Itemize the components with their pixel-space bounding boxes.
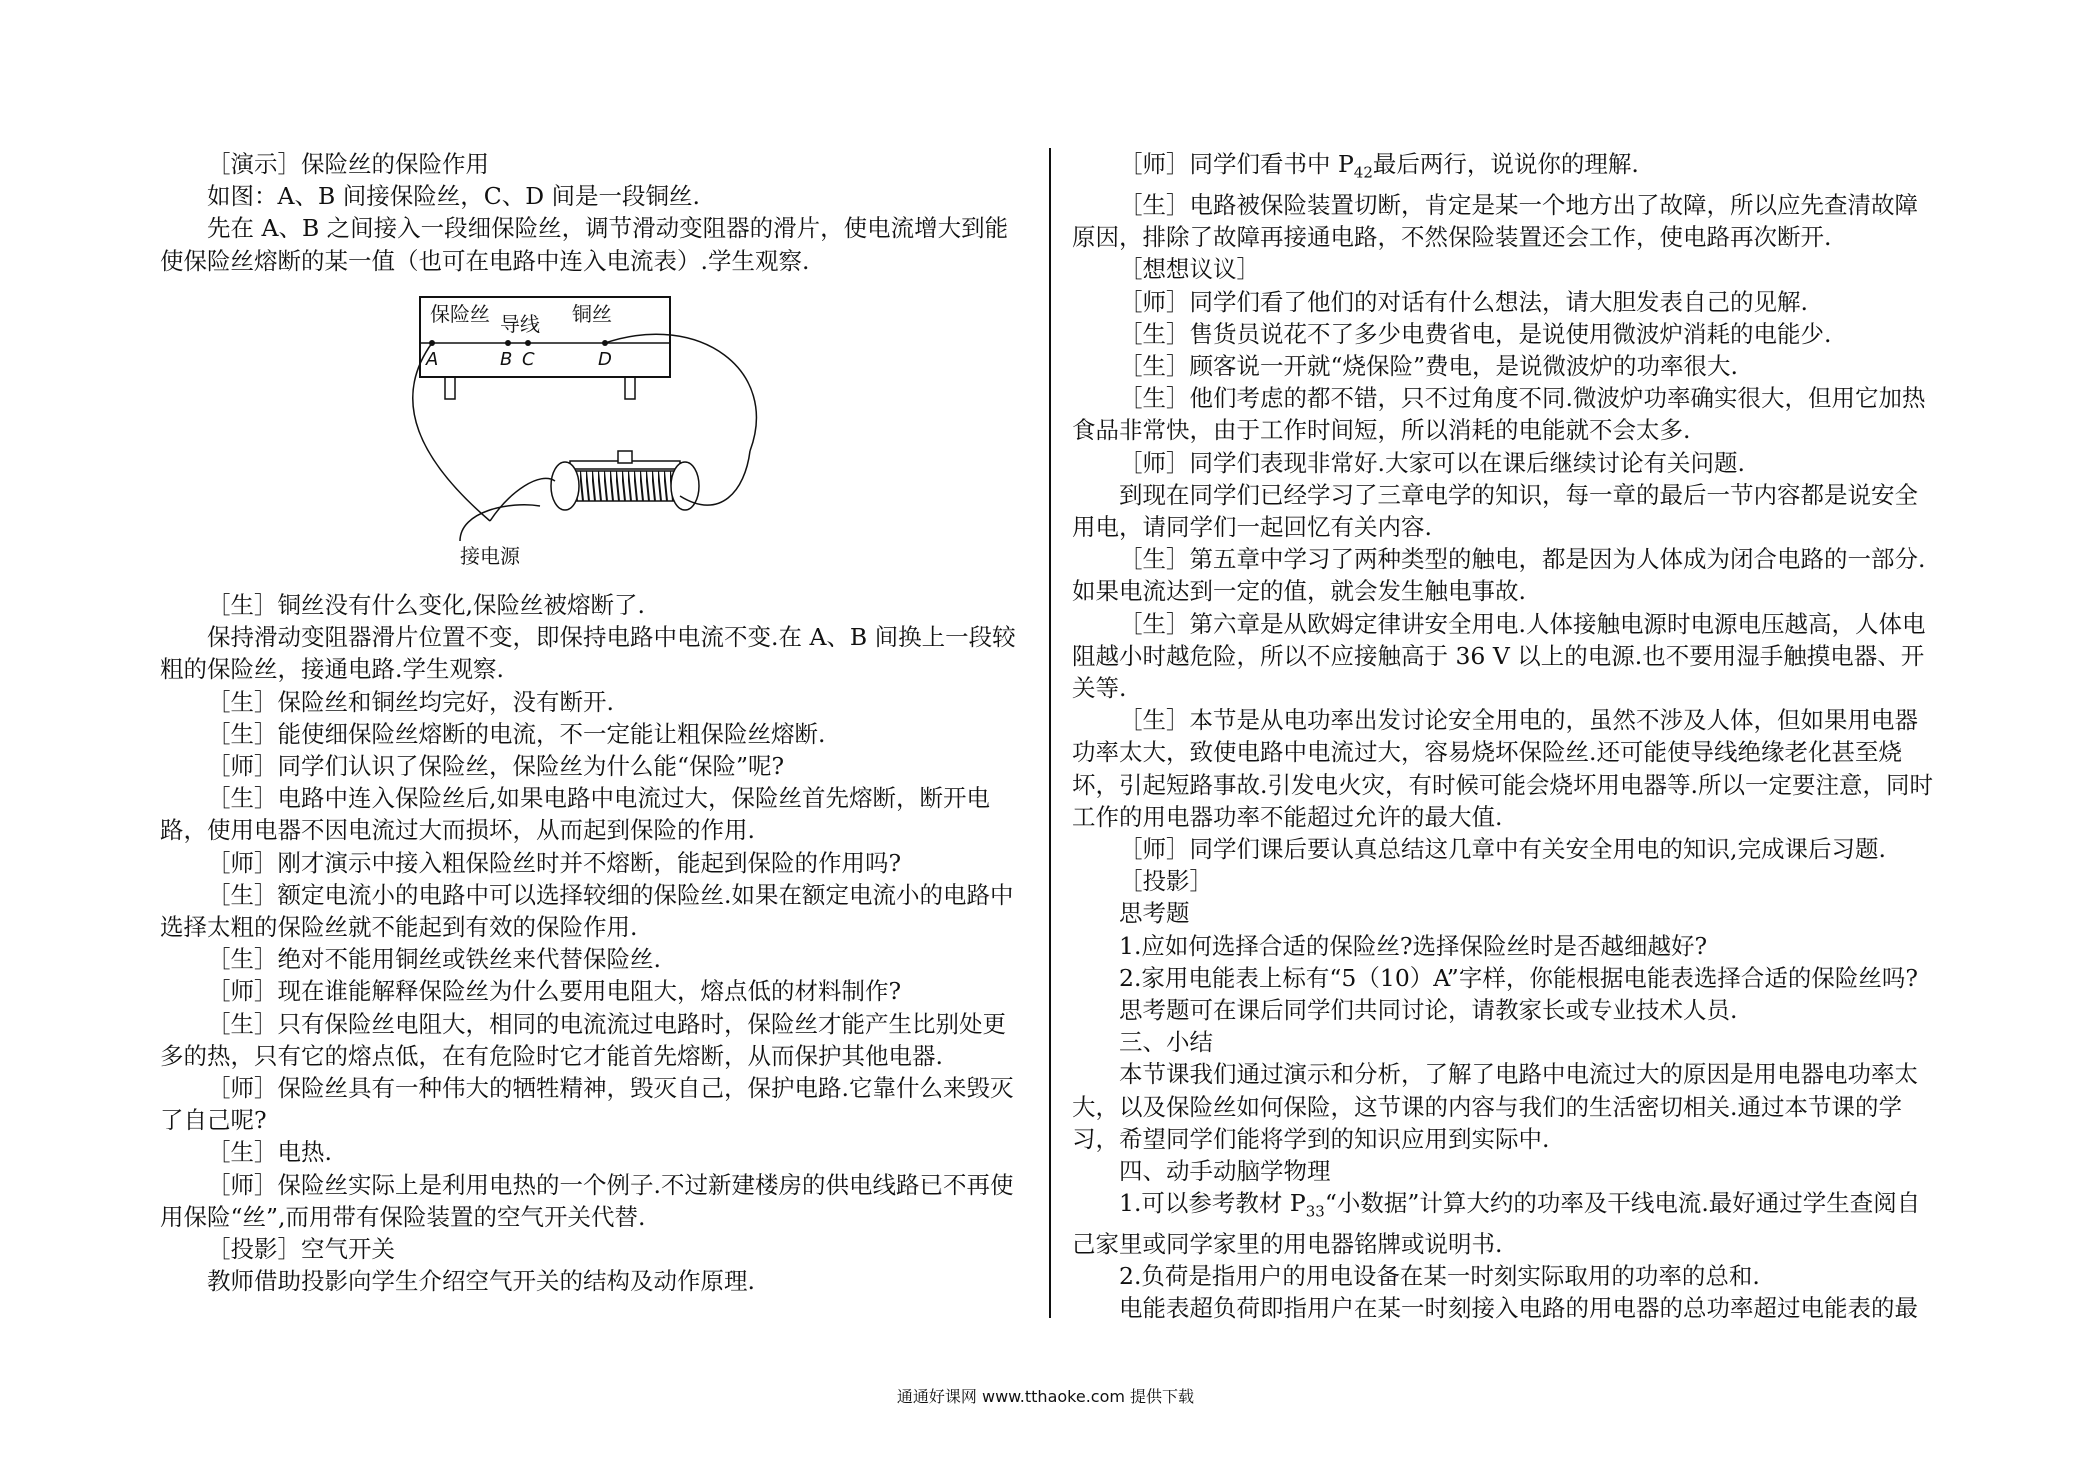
point-c: C bbox=[522, 348, 535, 370]
copper-label: 铜丝 bbox=[572, 301, 612, 326]
paragraph: ［投影］空气开关 bbox=[207, 1235, 395, 1264]
fuse-label: 保险丝 bbox=[430, 301, 490, 326]
paragraph: ［生］能使细保险丝熔断的电流，不一定能让粗保险丝熔断. bbox=[207, 719, 826, 748]
rheostat-coil bbox=[575, 471, 675, 501]
point-a: A bbox=[426, 348, 439, 370]
board-leg bbox=[625, 377, 635, 399]
paragraph: ［师］保险丝实际上是利用电热的一个例子.不过新建楼房的供电线路已不再使用保险“丝”,而用带有保险装置的空气开关代替. bbox=[160, 1170, 1014, 1231]
paragraph: ［生］售货员说花不了多少电费省电，是说使用微波炉消耗的电能少. bbox=[1119, 319, 1832, 348]
paragraph: 2.负荷是指用户的用电设备在某一时刻实际取用的功率的总和. bbox=[1119, 1262, 1760, 1291]
fuse-demo-figure bbox=[400, 291, 840, 571]
paragraph: ［师］同学们看了他们的对话有什么想法，请大胆发表自己的见解. bbox=[1119, 287, 1808, 316]
paragraph: 教师借助投影向学生介绍空气开关的结构及动作原理. bbox=[207, 1267, 755, 1296]
paragraph: ［生］第六章是从欧姆定律讲安全用电.人体接触电源时电源电压越高，人体电阻越小时越危险，所以不应接触高于 36 V 以上的电源.也不要用湿手触摸电器、开关等. bbox=[1072, 609, 1926, 702]
paragraph: ［生］电路被保险装置切断，肯定是某一个地方出了故障，所以应先查清故障原因，排除了故障再接通电路，不然保险装置还会工作，使电路再次断开. bbox=[1072, 190, 1918, 252]
paragraph: ［师］同学们表现非常好.大家可以在课后继续讨论有关问题. bbox=[1119, 448, 1745, 477]
paragraph: 先在 A、B 之间接入一段细保险丝，调节滑动变阻器的滑片，使电流增大到能使保险丝熔断的某一值（也可在电路中连入电流表）.学生观察. bbox=[160, 214, 1009, 275]
paragraph: 到现在同学们已经学习了三章电学的知识，每一章的最后一节内容都是说安全用电，请同学们一起回忆有关内容. bbox=[1072, 480, 1918, 541]
wire-left bbox=[413, 343, 490, 521]
point-d: D bbox=[598, 348, 612, 370]
paragraph: 如图：A、B 间接保险丝，C、D 间是一段铜丝. bbox=[207, 182, 700, 211]
demo-heading: ［演示］保险丝的保险作用 bbox=[207, 150, 489, 178]
paragraph: ［投影］ bbox=[1119, 867, 1213, 896]
paragraph: ［生］顾客说一开就“烧保险”费电，是说微波炉的功率很大. bbox=[1119, 351, 1738, 380]
footer-credit: 通通好课网 www.tthaoke.com 提供下载 bbox=[896, 1387, 1195, 1406]
section-title: 思考题 bbox=[1119, 899, 1190, 928]
paragraph: ［生］额定电流小的电路中可以选择较细的保险丝.如果在额定电流小的电路中选择太粗的保险丝就不能起到有效的保险作用. bbox=[160, 880, 1014, 942]
paragraph: ［师］同学们认识了保险丝，保险丝为什么能“保险”呢? bbox=[207, 752, 785, 781]
section-title: 三、小结 bbox=[1119, 1028, 1213, 1057]
paragraph: ［师］刚才演示中接入粗保险丝时并不熔断，能起到保险的作用吗? bbox=[207, 848, 902, 877]
rheostat-slider bbox=[618, 451, 632, 463]
paragraph: ［生］铜丝没有什么变化,保险丝被熔断了. bbox=[207, 591, 645, 620]
question: 2.家用电能表上标有“5（10）A”字样，你能根据电能表选择合适的保险丝吗? bbox=[1119, 963, 1918, 992]
paragraph: ［生］第五章中学习了两种类型的触电，都是因为人体成为闭合电路的一部分.如果电流达到一定的值，就会发生触电事故. bbox=[1072, 545, 1926, 606]
paragraph: 本节课我们通过演示和分析，了解了电路中电流过大的原因是用电器电功率太大，以及保险丝如何保险，这节课的内容与我们的生活密切相关.通过本节课的学习，希望同学们能将学到的知识应用到实际中. bbox=[1072, 1060, 1918, 1153]
paragraph: 思考题可在课后同学们共同讨论，请教家长或专业技术人员. bbox=[1119, 995, 1738, 1024]
paragraph: ［生］本节是从电功率出发讨论安全用电的，虽然不涉及人体，但如果用电器功率太大，致使电路中电流过大，容易烧坏保险丝.还可能使导线绝缘老化甚至烧坏，引起短路事故.引发电火灾，有时候可能会烧坏用电器等.所以一定要注意，同时工作的用电器功率不能超过允许的最大值. bbox=[1072, 706, 1933, 831]
rheostat-end bbox=[551, 462, 579, 510]
board-leg bbox=[445, 377, 455, 399]
paragraph: ［生］电热. bbox=[207, 1138, 332, 1167]
paragraph: 保持滑动变阻器滑片位置不变，即保持电路中电流不变.在 A、B 间换上一段较粗的保险丝，接通电路.学生观察. bbox=[160, 623, 1016, 684]
paragraph: ［师］同学们看书中 $P_{42}$最后两行，说说你的理解. bbox=[1119, 150, 1639, 182]
point-b: B bbox=[500, 348, 513, 370]
paragraph: ［师］同学们课后要认真总结这几章中有关安全用电的知识,完成课后习题. bbox=[1119, 834, 1886, 863]
wire-right bbox=[605, 334, 756, 451]
paragraph: ［生］保险丝和铜丝均完好，没有断开. bbox=[207, 687, 614, 716]
paragraph: ［生］他们考虑的都不错，只不过角度不同.微波炉功率确实很大，但用它加热食品非常快，由于工作时间短，所以消耗的电能就不会太多. bbox=[1072, 384, 1926, 445]
power-label: 接电源 bbox=[460, 543, 520, 568]
paragraph: ［生］绝对不能用铜丝或铁丝来代替保险丝. bbox=[207, 945, 661, 974]
question: 1.应如何选择合适的保险丝?选择保险丝时是否越细越好? bbox=[1119, 931, 1708, 960]
right-column bbox=[1072, 148, 1938, 1325]
paragraph: ［师］保险丝具有一种伟大的牺牲精神，毁灭自己，保护电路.它靠什么来毁灭了自己呢? bbox=[160, 1074, 1014, 1135]
paragraph: ［想想议议］ bbox=[1119, 255, 1260, 284]
column-divider bbox=[1049, 148, 1051, 1318]
paragraph: ［生］电路中连入保险丝后,如果电路中电流过大，保险丝首先熔断，断开电路，使用电器不因电流过大而损坏，从而起到保险的作用. bbox=[160, 784, 990, 845]
left-column bbox=[160, 148, 1028, 1297]
section-title: 四、动手动脑学物理 bbox=[1119, 1156, 1331, 1185]
wire-label: 导线 bbox=[500, 311, 540, 336]
paragraph: 电能表超负荷即指用户在某一时刻接入电路的用电器的总功率超过电能表的最 bbox=[1119, 1294, 1918, 1323]
paragraph: ［生］只有保险丝电阻大，相同的电流流过电路时，保险丝才能产生比别处更多的热，只有它的熔点低，在有危险时它才能首先熔断，从而保护其他电器. bbox=[160, 1009, 1006, 1070]
paragraph: 1.可以参考教材 $P_{33}“$小数据”计算大约的功率及干线电流.最好通过学生查阅自己家里或同学家里的用电器铭牌或说明书. bbox=[1072, 1189, 1921, 1259]
paragraph: ［师］现在谁能解释保险丝为什么要用电阻大，熔点低的材料制作? bbox=[207, 977, 902, 1006]
